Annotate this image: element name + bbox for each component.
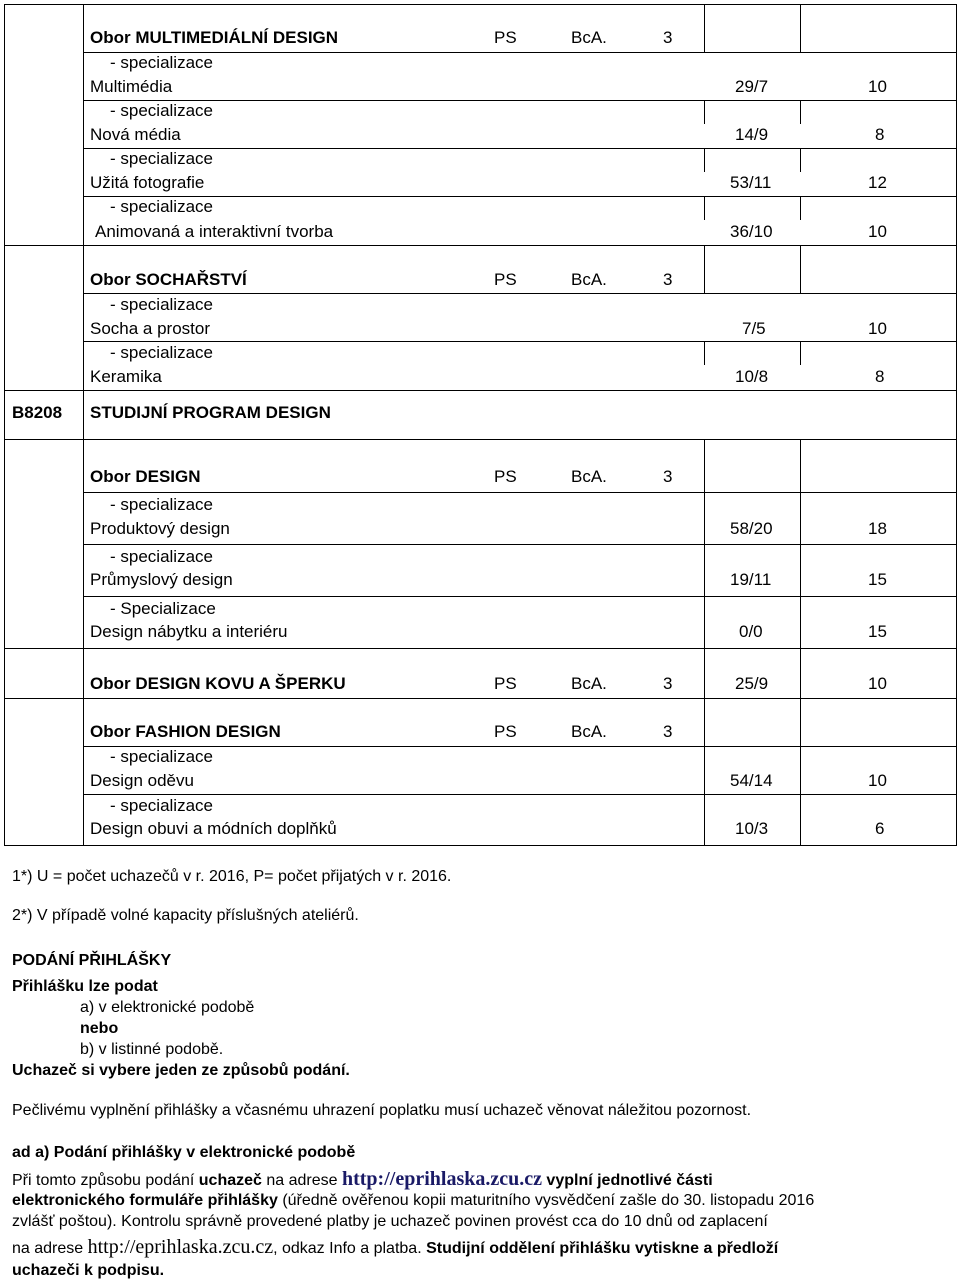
spec-ratio: 0/0 xyxy=(739,622,763,641)
spec-label: - specializace xyxy=(110,495,213,514)
degree: BcA. xyxy=(571,722,607,741)
spec-name: Socha a prostor xyxy=(90,319,211,338)
spec-count: 12 xyxy=(868,173,887,192)
spec-label: - specializace xyxy=(110,197,213,216)
subsection-heading: ad a) Podání přihlášky v elektronické podobě xyxy=(12,1144,356,1161)
spec-count: 8 xyxy=(875,367,885,386)
spec-ratio: 7/5 xyxy=(742,319,766,338)
spec-count: 6 xyxy=(875,819,885,838)
spec-count: 8 xyxy=(875,125,885,144)
footnote-1: 1*) U = počet uchazečů v r. 2016, P= počet přijatých v r. 2016. xyxy=(12,868,452,885)
years: 3 xyxy=(663,467,673,486)
program-title: STUDIJNÍ PROGRAM DESIGN xyxy=(90,403,331,422)
spec-count: 15 xyxy=(868,622,887,641)
paragraph-line-4: na adrese http://eprihlaska.zcu.cz, odkaz Info a platba. Studijní oddělení přihlášku vytiskne a předloží xyxy=(12,1236,779,1258)
obor-title: Obor DESIGN KOVU A ŠPERKU xyxy=(90,674,346,693)
form-of-study: PS xyxy=(494,270,517,289)
program-code: B8208 xyxy=(12,403,63,422)
paragraph-line-3: zvlášť poštou). Kontrolu správně provedené platby je uchazeč povinen provést cca do 10 dnů od zaplacení xyxy=(12,1213,768,1230)
years: 3 xyxy=(663,270,673,289)
spec-count: 10 xyxy=(868,674,887,693)
spec-ratio: 25/9 xyxy=(735,674,769,693)
spec-label: - Specializace xyxy=(110,599,216,618)
degree: BcA. xyxy=(571,674,607,693)
option-b: b) v listinné podobě. xyxy=(80,1041,224,1058)
spec-ratio: 54/14 xyxy=(730,771,773,790)
spec-label: - specializace xyxy=(110,295,213,314)
spec-label: - specializace xyxy=(110,101,213,120)
url-link[interactable]: http://eprihlaska.zcu.cz xyxy=(87,1236,274,1258)
form-of-study: PS xyxy=(494,28,517,47)
option-a: a) v elektronické podobě xyxy=(80,999,255,1016)
spec-name: Multimédia xyxy=(90,77,173,96)
choice-note: Uchazeč si vybere jeden ze způsobů podání. xyxy=(12,1062,350,1079)
spec-ratio: 58/20 xyxy=(730,519,773,538)
years: 3 xyxy=(663,674,673,693)
spec-count: 18 xyxy=(868,519,887,538)
spec-ratio: 10/3 xyxy=(735,819,769,838)
years: 3 xyxy=(663,28,673,47)
spec-name: Keramika xyxy=(90,367,162,386)
spec-ratio: 14/9 xyxy=(735,125,769,144)
obor-title: Obor FASHION DESIGN xyxy=(90,722,281,741)
spec-label: - specializace xyxy=(110,53,213,72)
care-note: Pečlivému vyplnění přihlášky a včasnému uhrazení poplatku musí uchazeč věnovat náležitou pozornost. xyxy=(12,1102,752,1119)
spec-name: Design oděvu xyxy=(90,771,194,790)
spec-label: - specializace xyxy=(110,149,213,168)
paragraph-line-1: Při tomto způsobu podání uchazeč na adrese http://eprihlaska.zcu.cz vyplní jednotlivé části xyxy=(12,1168,713,1190)
spec-label: - specializace xyxy=(110,547,213,566)
paragraph-line-2: elektronického formuláře přihlášky (úředně ověřenou kopii maturitního vysvědčení zašle do 30. listopadu 2016 xyxy=(12,1192,815,1209)
spec-ratio: 29/7 xyxy=(735,77,769,96)
spec-name: Design nábytku a interiéru xyxy=(90,622,288,641)
option-or: nebo xyxy=(80,1020,119,1037)
form-of-study: PS xyxy=(494,467,517,486)
spec-count: 10 xyxy=(868,77,887,96)
spec-ratio: 36/10 xyxy=(730,222,773,241)
spec-name: Design obuvi a módních doplňků xyxy=(90,819,337,838)
obor-title: Obor MULTIMEDIÁLNÍ DESIGN xyxy=(90,28,339,47)
spec-name: Nová média xyxy=(90,125,181,144)
spec-ratio: 19/11 xyxy=(730,570,772,589)
obor-title: Obor DESIGN xyxy=(90,467,201,486)
form-of-study: PS xyxy=(494,674,517,693)
years: 3 xyxy=(663,722,673,741)
lze-podat: Přihlášku lze podat xyxy=(12,978,158,995)
spec-count: 15 xyxy=(868,570,887,589)
url-link[interactable]: http://eprihlaska.zcu.cz xyxy=(341,1168,542,1190)
spec-name: Užitá fotografie xyxy=(90,173,205,192)
paragraph-line-5: uchazeči k podpisu. xyxy=(12,1262,165,1279)
spec-ratio: 53/11 xyxy=(730,173,772,192)
spec-name: Průmyslový design xyxy=(90,570,233,589)
spec-name: Animovaná a interaktivní tvorba xyxy=(95,222,334,241)
degree: BcA. xyxy=(571,28,607,47)
spec-name: Produktový design xyxy=(90,519,230,538)
spec-count: 10 xyxy=(868,771,887,790)
degree: BcA. xyxy=(571,467,607,486)
form-of-study: PS xyxy=(494,722,517,741)
obor-title: Obor SOCHAŘSTVÍ xyxy=(90,270,247,289)
spec-label: - specializace xyxy=(110,343,213,362)
spec-count: 10 xyxy=(868,222,887,241)
spec-label: - specializace xyxy=(110,796,213,815)
footnote-2: 2*) V případě volné kapacity příslušných ateliérů. xyxy=(12,907,359,924)
degree: BcA. xyxy=(571,270,607,289)
spec-ratio: 10/8 xyxy=(735,367,769,386)
section-heading: PODÁNÍ PŘIHLÁŠKY xyxy=(12,952,172,969)
spec-label: - specializace xyxy=(110,747,213,766)
spec-count: 10 xyxy=(868,319,887,338)
